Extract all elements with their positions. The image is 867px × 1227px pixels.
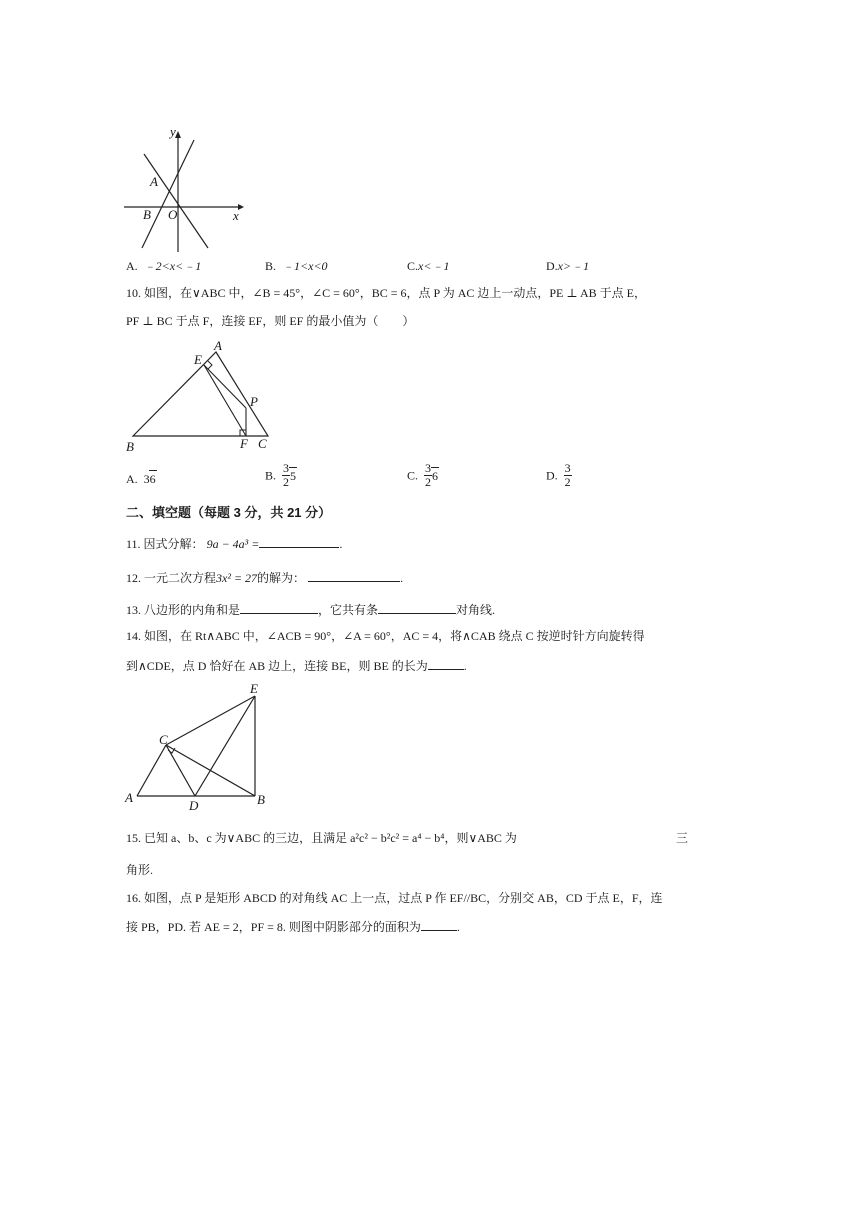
q14-rotation-figure	[120, 678, 280, 814]
q11: 11. 因式分解： 9a − 4a³ = .	[126, 537, 343, 551]
y-axis-arrow	[175, 131, 181, 138]
q11-answer-blank[interactable]	[259, 535, 339, 548]
vertex-c-label: C	[258, 436, 267, 451]
segment-de	[195, 696, 255, 796]
point-e-label: E	[250, 681, 258, 696]
vertex-b-label: B	[126, 439, 134, 454]
line-through-a-falling	[144, 154, 208, 248]
q9-option-b: B. ﹣1<x<0	[265, 259, 328, 273]
point-b-label: B	[257, 792, 265, 807]
x-label: x	[233, 208, 239, 223]
point-p-label: P	[250, 394, 258, 409]
q15-tail: 三	[676, 831, 689, 845]
point-b-label: B	[143, 207, 151, 222]
q10-option-a: A. 36	[126, 472, 156, 486]
point-d-label: D	[189, 798, 199, 813]
point-e-label: E	[194, 352, 202, 367]
q14-answer-blank[interactable]	[428, 657, 464, 670]
q10-line1: 10. 如图，在∨ABC 中，∠B = 45°，∠C = 60°，BC = 6，点 P 为 AC 边上一动点，PE ⊥ AB 于点 E，	[126, 286, 647, 300]
line-through-a-rising	[142, 140, 194, 248]
q16-line1: 16. 如图，点 P 是矩形 ABCD 的对角线 AC 上一点，过点 P 作 EF//BC，分别交 AB，CD 于点 E，F，连	[126, 891, 663, 905]
q10-triangle-figure	[120, 338, 280, 456]
origin-label: O	[168, 207, 178, 222]
q13-answer-blank-2[interactable]	[378, 601, 456, 614]
q12-answer-blank[interactable]	[308, 569, 400, 582]
q16-line2: 接 PB，PD. 若 AE = 2，PF = 8. 则图中阴影部分的面积为 .	[126, 920, 460, 934]
q10-option-b: B. $\frac{3}{2}$ 5	[265, 461, 297, 489]
q14-line1: 14. 如图，在 Rt∧ABC 中，∠ACB = 90°，∠A = 60°，AC = 4，将∧CAB 绕点 C 按逆时针方向旋转得	[126, 629, 645, 643]
point-c-label: C	[159, 732, 168, 747]
q16-answer-blank[interactable]	[421, 918, 457, 931]
point-f-label: F	[240, 436, 248, 451]
q9-option-d: D.x>﹣1	[546, 259, 590, 273]
point-a-label: A	[150, 174, 158, 189]
q13-answer-blank-1[interactable]	[240, 601, 318, 614]
vertex-a-label: A	[214, 338, 222, 353]
q10-option-c: C. $\frac{3}{2}$ 6	[407, 461, 439, 489]
q10-option-d: D. $\frac{3}{2}$	[546, 461, 571, 489]
right-angle-mark-e	[208, 361, 212, 369]
x-axis-arrow	[238, 204, 244, 210]
q10-line2: PF ⊥ BC 于点 F，连接 EF，则 EF 的最小值为（ ）	[126, 314, 415, 328]
q9-graph	[118, 124, 248, 254]
segment-ef	[204, 365, 246, 436]
q9-option-a: A. ﹣2<x<﹣1	[126, 259, 202, 273]
section-heading-fill-in: 二、填空题（每题 3 分，共 21 分）	[126, 505, 332, 520]
segment-ce	[166, 696, 255, 745]
segment-ac	[137, 745, 166, 796]
q9-option-c: C.x<﹣1	[407, 259, 450, 273]
q13: 13. 八边形的内角和是 ，它共有条 对角线.	[126, 603, 496, 617]
q12: 12. 一元二次方程3x² = 27的解为： .	[126, 571, 404, 585]
q15-line2: 角形.	[126, 863, 154, 877]
y-label: y	[170, 124, 176, 139]
q14-line2: 到∧CDE，点 D 恰好在 AB 边上，连接 BE，则 BE 的长为 .	[126, 659, 467, 673]
q15-line1: 15. 已知 a、b、c 为∨ABC 的三边，且满足 a²c² − b²c² = a⁴ − b⁴，则∨ABC 为	[126, 831, 517, 845]
point-a-label: A	[125, 790, 133, 805]
